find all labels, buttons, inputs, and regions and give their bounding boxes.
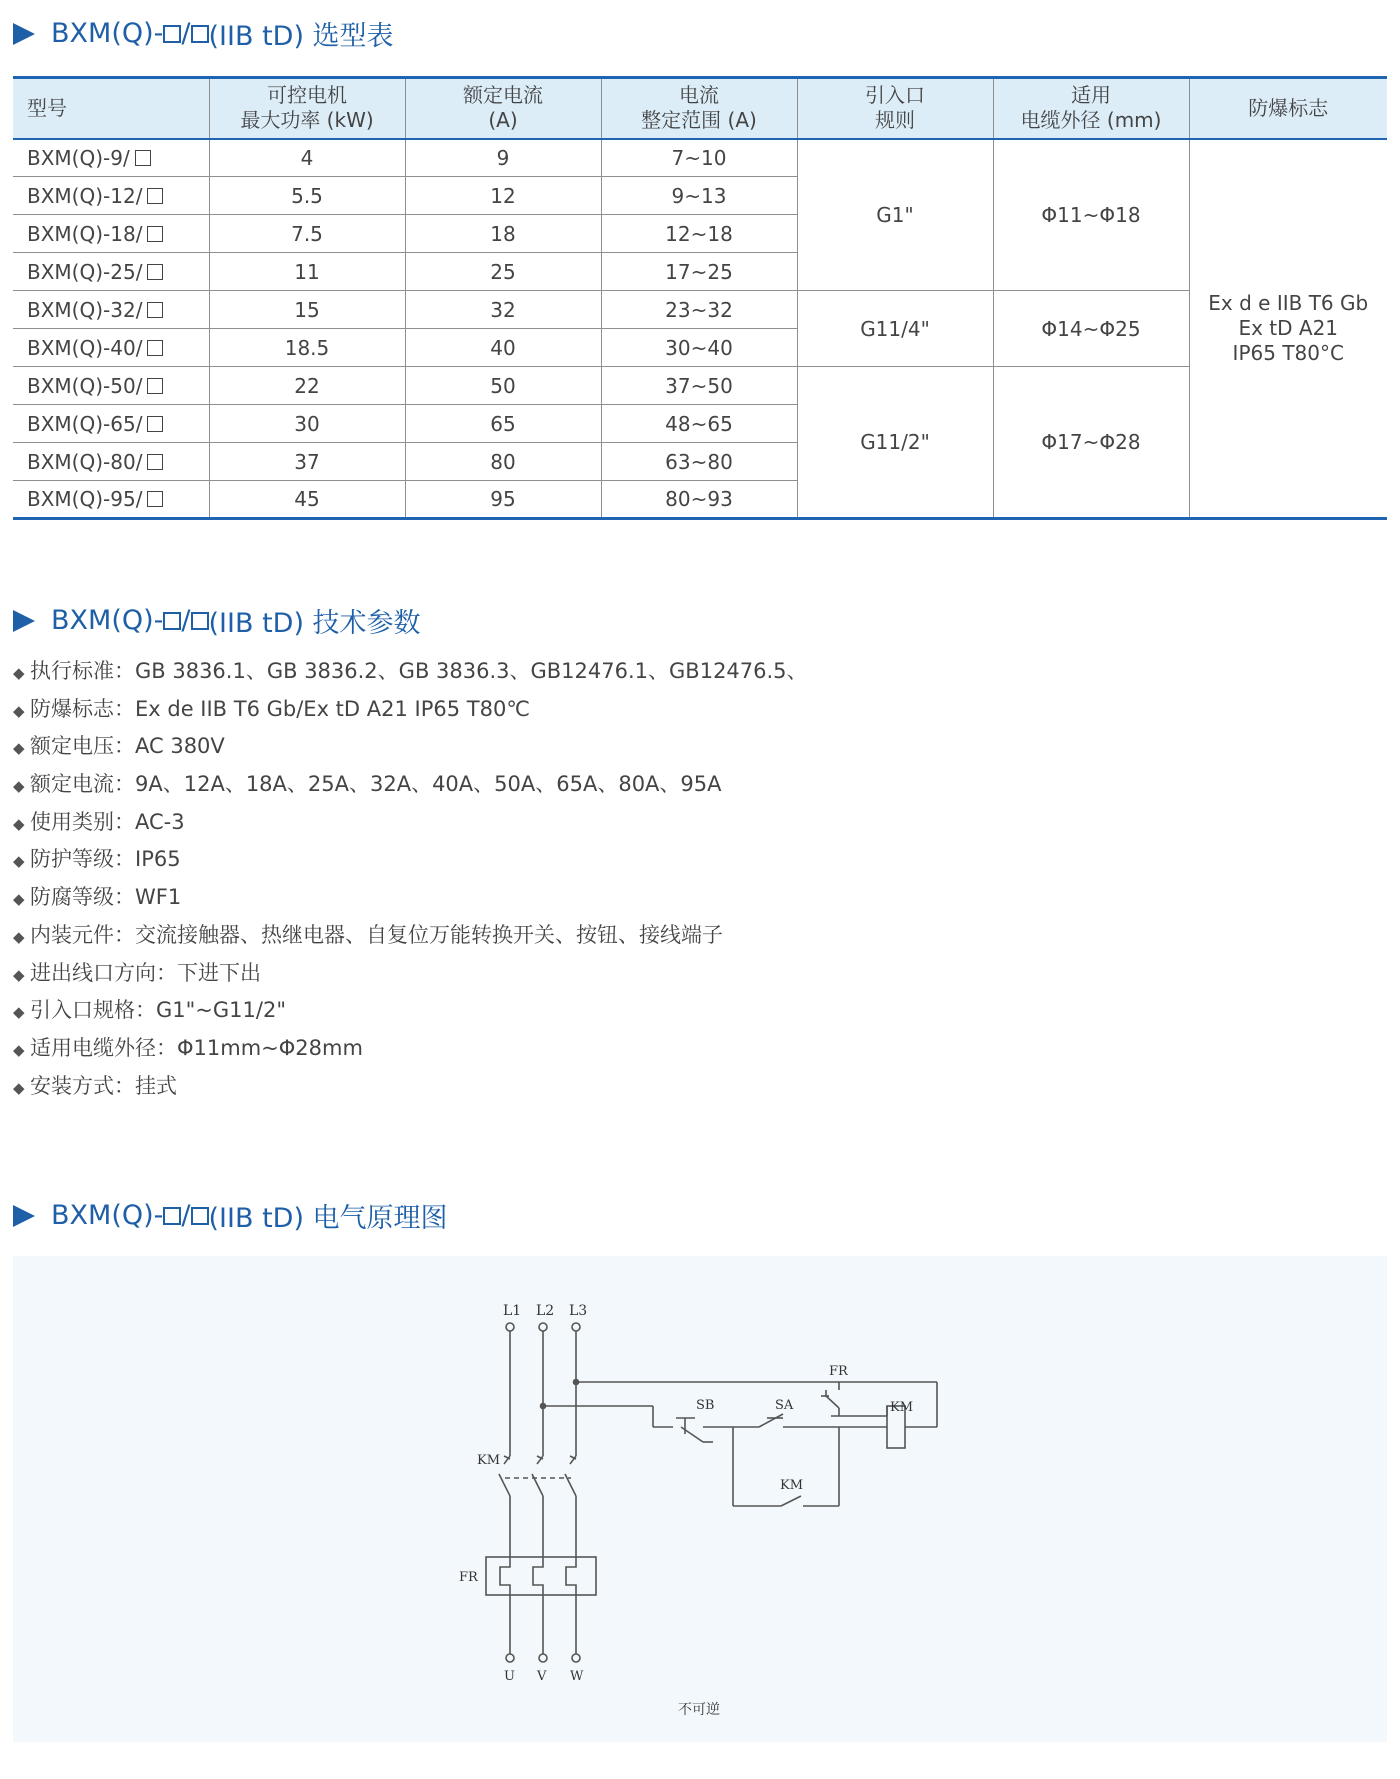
inlet-cell: G11/4" bbox=[797, 291, 993, 367]
table-row bbox=[13, 291, 1387, 329]
header-power: 可控电机 最大功率 (kW) bbox=[209, 78, 405, 139]
diamond-bullet-icon: ◆ bbox=[13, 1040, 25, 1059]
list-item: ◆ 引入口规格：G1"~G11/2" bbox=[13, 992, 808, 1030]
list-item: ◆ 安装方式：挂式 bbox=[13, 1068, 808, 1106]
placeholder-box-icon bbox=[163, 612, 181, 630]
checkbox-square-icon bbox=[147, 378, 163, 394]
range-cell: 80~93 bbox=[601, 481, 797, 519]
checkbox-square-icon bbox=[147, 264, 163, 280]
terminal-u-label: U bbox=[504, 1669, 515, 1684]
tech-params-title bbox=[13, 601, 421, 640]
triangle-bullet-icon bbox=[13, 23, 35, 45]
range-cell: 48~65 bbox=[601, 405, 797, 443]
range-cell: 17~25 bbox=[601, 253, 797, 291]
placeholder-box-icon bbox=[163, 1207, 181, 1225]
km-coil-label: KM bbox=[890, 1400, 914, 1415]
current-cell: 18 bbox=[405, 215, 601, 253]
current-cell: 50 bbox=[405, 367, 601, 405]
power-cell: 22 bbox=[209, 367, 405, 405]
cable-cell: Φ17~Φ28 bbox=[993, 367, 1189, 519]
current-cell: 80 bbox=[405, 443, 601, 481]
power-cell: 4 bbox=[209, 139, 405, 177]
placeholder-box-icon bbox=[191, 612, 209, 630]
list-item: ◆ 进出线口方向：下进下出 bbox=[13, 955, 808, 993]
placeholder-box-icon bbox=[191, 1207, 209, 1225]
control-circuit bbox=[541, 1380, 938, 1507]
triangle-bullet-icon bbox=[13, 1205, 35, 1227]
header-inlet: 引入口 规则 bbox=[797, 78, 993, 139]
inlet-cell: G11/2" bbox=[797, 367, 993, 519]
diamond-bullet-icon: ◆ bbox=[13, 664, 25, 682]
list-item: ◆ 防腐等级：WF1 bbox=[13, 879, 808, 917]
list-item: ◆ 额定电流：9A、12A、18A、25A、32A、40A、50A、65A、80A、95A bbox=[13, 766, 808, 804]
diamond-bullet-icon: ◆ bbox=[13, 814, 25, 833]
list-item: ◆ 适用电缆外径：Φ11mm~Φ28mm bbox=[13, 1030, 808, 1068]
range-cell: 63~80 bbox=[601, 443, 797, 481]
model-cell: BXM(Q)-18/ bbox=[13, 215, 209, 253]
checkbox-square-icon bbox=[147, 226, 163, 242]
title-separator: / bbox=[181, 1200, 191, 1231]
terminal-w-label: W bbox=[570, 1669, 584, 1684]
title-prefix: BXM(Q)- bbox=[51, 1200, 164, 1231]
title-suffix: (IIB tD) 技术参数 bbox=[208, 608, 421, 639]
power-cell: 37 bbox=[209, 443, 405, 481]
header-cable-diameter: 适用 电缆外径 (mm) bbox=[993, 78, 1189, 139]
power-cell: 18.5 bbox=[209, 329, 405, 367]
phase-l3-label: L3 bbox=[569, 1303, 588, 1319]
checkbox-square-icon bbox=[147, 188, 163, 204]
list-item: ◆ 防爆标志：Ex de IIB T6 Gb/Ex tD A21 IP65 T80℃ bbox=[13, 691, 808, 729]
header-ex-mark: 防爆标志 bbox=[1189, 78, 1387, 139]
tech-params-list bbox=[13, 653, 808, 1105]
range-cell: 9~13 bbox=[601, 177, 797, 215]
placeholder-box-icon bbox=[191, 25, 209, 43]
header-current-range: 电流 整定范围 (A) bbox=[601, 78, 797, 139]
title-separator: / bbox=[181, 605, 191, 636]
checkbox-square-icon bbox=[135, 150, 151, 166]
diamond-bullet-icon: ◆ bbox=[13, 965, 25, 984]
model-cell: BXM(Q)-12/ bbox=[13, 177, 209, 215]
km-aux-label: KM bbox=[780, 1478, 804, 1493]
phase-l1-label: L1 bbox=[503, 1303, 522, 1319]
terminal-v-label: V bbox=[537, 1669, 547, 1684]
phase-l2-label: L2 bbox=[536, 1303, 555, 1319]
model-cell: BXM(Q)-25/ bbox=[13, 253, 209, 291]
list-item: ◆ 额定电压：AC 380V bbox=[13, 728, 808, 766]
power-cell: 15 bbox=[209, 291, 405, 329]
range-cell: 7~10 bbox=[601, 139, 797, 177]
diamond-bullet-icon: ◆ bbox=[13, 927, 25, 946]
wiring-diagram bbox=[13, 1256, 1387, 1742]
current-cell: 65 bbox=[405, 405, 601, 443]
power-cell: 11 bbox=[209, 253, 405, 291]
list-item: ◆ 防护等级：IP65 bbox=[13, 841, 808, 879]
list-item: ◆ 执行标准：GB 3836.1、GB 3836.2、GB 3836.3、GB12476.1、GB12476.5、 bbox=[13, 653, 808, 691]
selection-table-title bbox=[13, 14, 394, 53]
inlet-cell: G1" bbox=[797, 139, 993, 291]
fr-main-label: FR bbox=[459, 1570, 478, 1585]
cable-cell: Φ14~Φ25 bbox=[993, 291, 1189, 367]
selection-table bbox=[13, 76, 1387, 520]
title-suffix: (IIB tD) 电气原理图 bbox=[208, 1203, 448, 1234]
ex-mark-line: Ex d e IIB T6 Gb bbox=[1208, 290, 1369, 315]
model-cell: BXM(Q)-32/ bbox=[13, 291, 209, 329]
diamond-bullet-icon: ◆ bbox=[13, 890, 25, 909]
ex-mark-line: IP65 T80°C bbox=[1232, 340, 1344, 365]
diamond-bullet-icon: ◆ bbox=[13, 852, 25, 871]
list-item: ◆ 使用类别：AC-3 bbox=[13, 804, 808, 842]
range-cell: 30~40 bbox=[601, 329, 797, 367]
header-model: 型号 bbox=[13, 78, 209, 139]
title-prefix: BXM(Q)- bbox=[51, 18, 164, 49]
power-cell: 45 bbox=[209, 481, 405, 519]
model-cell: BXM(Q)-9/ bbox=[13, 139, 209, 177]
current-cell: 12 bbox=[405, 177, 601, 215]
power-cell: 5.5 bbox=[209, 177, 405, 215]
header-rated-current: 额定电流 (A) bbox=[405, 78, 601, 139]
power-lines bbox=[486, 1323, 596, 1662]
diamond-bullet-icon: ◆ bbox=[13, 739, 25, 758]
title-suffix: (IIB tD) 选型表 bbox=[208, 21, 394, 52]
cable-cell: Φ11~Φ18 bbox=[993, 139, 1189, 291]
placeholder-box-icon bbox=[163, 25, 181, 43]
table-header-row bbox=[13, 78, 1387, 139]
triangle-bullet-icon bbox=[13, 610, 35, 632]
model-cell: BXM(Q)-40/ bbox=[13, 329, 209, 367]
current-cell: 32 bbox=[405, 291, 601, 329]
model-cell: BXM(Q)-80/ bbox=[13, 443, 209, 481]
checkbox-square-icon bbox=[147, 340, 163, 356]
table-row bbox=[13, 367, 1387, 405]
checkbox-square-icon bbox=[147, 302, 163, 318]
wiring-diagram-panel bbox=[13, 1256, 1387, 1742]
range-cell: 23~32 bbox=[601, 291, 797, 329]
km-main-label: KM bbox=[477, 1453, 501, 1468]
fr-control-label: FR bbox=[829, 1364, 848, 1379]
diamond-bullet-icon: ◆ bbox=[13, 777, 25, 796]
sb-label: SB bbox=[696, 1398, 715, 1413]
model-cell: BXM(Q)-95/ bbox=[13, 481, 209, 519]
current-cell: 95 bbox=[405, 481, 601, 519]
power-cell: 30 bbox=[209, 405, 405, 443]
power-cell: 7.5 bbox=[209, 215, 405, 253]
title-separator: / bbox=[181, 18, 191, 49]
ex-mark-line: Ex tD A21 bbox=[1238, 315, 1339, 340]
wiring-diagram-title bbox=[13, 1196, 448, 1235]
current-cell: 40 bbox=[405, 329, 601, 367]
diamond-bullet-icon: ◆ bbox=[13, 701, 25, 720]
list-item: ◆ 内装元件：交流接触器、热继电器、自复位万能转换开关、按钮、接线端子 bbox=[13, 917, 808, 955]
checkbox-square-icon bbox=[147, 454, 163, 470]
range-cell: 12~18 bbox=[601, 215, 797, 253]
table-row bbox=[13, 139, 1387, 177]
model-cell: BXM(Q)-50/ bbox=[13, 367, 209, 405]
diamond-bullet-icon: ◆ bbox=[13, 1078, 25, 1097]
sa-label: SA bbox=[775, 1398, 794, 1413]
current-cell: 9 bbox=[405, 139, 601, 177]
title-prefix: BXM(Q)- bbox=[51, 605, 164, 636]
diamond-bullet-icon: ◆ bbox=[13, 1003, 25, 1022]
model-cell: BXM(Q)-65/ bbox=[13, 405, 209, 443]
current-cell: 25 bbox=[405, 253, 601, 291]
ex-mark-cell bbox=[1189, 139, 1387, 519]
checkbox-square-icon bbox=[147, 416, 163, 432]
checkbox-square-icon bbox=[147, 491, 163, 507]
range-cell: 37~50 bbox=[601, 367, 797, 405]
diagram-caption: 不可逆 bbox=[678, 1702, 720, 1718]
